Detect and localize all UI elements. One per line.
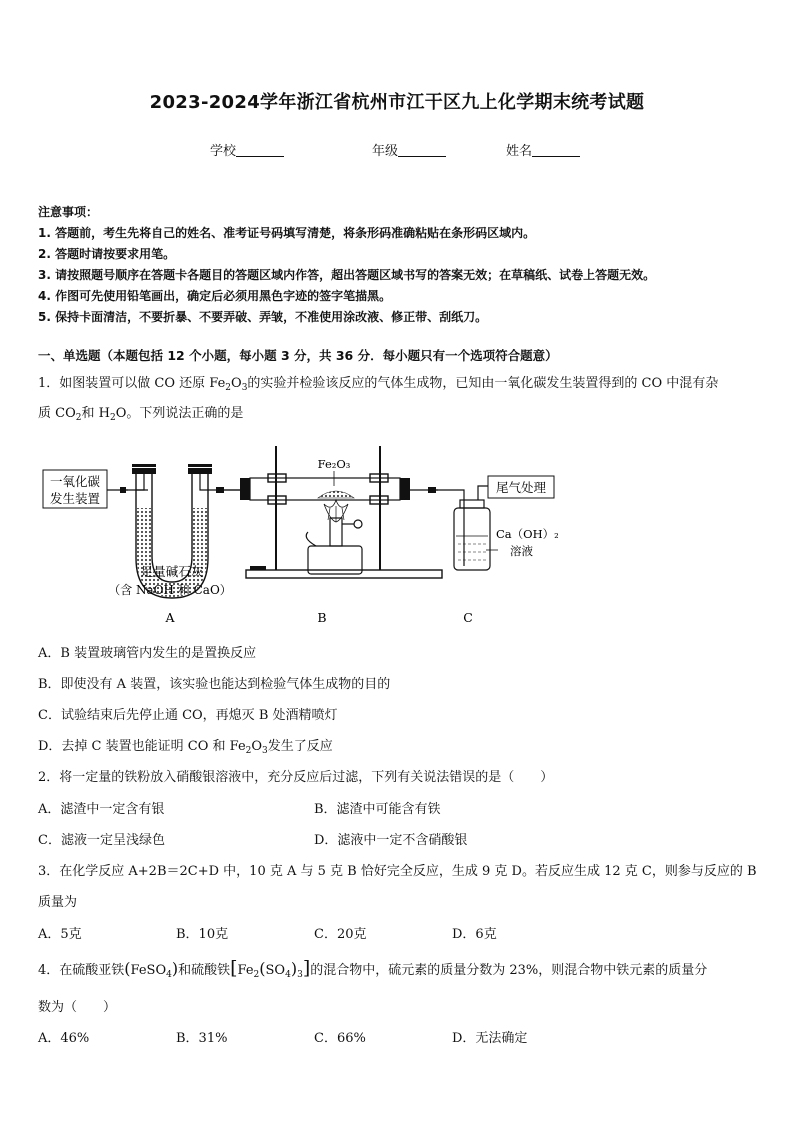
wash-bottle-c xyxy=(454,508,490,570)
q2-option-a: A．滤渣中一定含有银 xyxy=(38,802,165,817)
q4-line2: 数为（ ） xyxy=(38,1000,117,1015)
q1-line2: 质 $CO_2$和 $H_2O$。下列说法正确的是 xyxy=(38,406,244,423)
grade-label: 年级 xyxy=(372,144,399,159)
label-a: A xyxy=(165,610,175,625)
grade-field xyxy=(372,140,446,159)
q1-option-c: C．试验结束后先停止通 CO，再熄灭 B 处酒精喷灯 xyxy=(38,708,338,723)
co-generator-label: 发生装置 xyxy=(49,491,101,506)
notes-block xyxy=(38,202,768,328)
notes-item: 2. 答题时请按要求用笔。 xyxy=(38,247,176,261)
q1-option-b: B．即使没有 A 装置，该实验也能达到检验气体生成物的目的 xyxy=(38,677,391,692)
q3-line1: 3．在化学反应 A+2B＝2C+D 中，10 克 A 与 5 克 B 恰好完全反应，生成 9 克 D。若反应生成 12 克 C，则参与反应的 B xyxy=(38,864,757,879)
q4-option-a: A．46% xyxy=(38,1031,90,1046)
solution-label: 溶液 xyxy=(510,544,533,558)
grade-blank xyxy=(398,144,446,157)
notes-item: 3. 请按照题号顺序在答题卡各题目的答题区域内作答，超出答题区域书写的答案无效；在草稿纸、试卷上答题无效。 xyxy=(38,268,656,282)
notes-item: 5. 保持卡面清洁，不要折暴、不要弄破、弄皱，不准使用涂改液、修正带、刮纸刀。 xyxy=(38,310,488,324)
q3-option-b: B．10克 xyxy=(176,927,229,942)
q2-stem: 2．将一定量的铁粉放入硝酸银溶液中，充分反应后过滤，下列有关说法错误的是（ ） xyxy=(38,770,554,785)
name-field xyxy=(506,140,580,159)
label-c: C xyxy=(463,610,473,625)
name-blank xyxy=(532,144,580,157)
q1-option-a: A．B 装置玻璃管内发生的是置换反应 xyxy=(38,646,257,661)
notes-heading: 注意事项： xyxy=(38,205,99,219)
caoh2-label: Ca（OH）₂ xyxy=(496,527,559,541)
label-b: B xyxy=(317,610,327,625)
q2-option-c: C．滤液一定呈浅绿色 xyxy=(38,833,165,848)
q1-line1: 1．如图装置可以做 CO 还原 $Fe_2O_3$的实验并检验该反应的气体生成物，已知由一氧化碳发生装置得到的 CO 中混有杂 xyxy=(38,376,719,393)
q4-option-d: D．无法确定 xyxy=(452,1031,528,1046)
q1-option-d: D．去掉 C 装置也能证明 CO 和 $Fe_2O_3$发生了反应 xyxy=(38,739,333,756)
fe2o3-label: Fe₂O₃ xyxy=(317,457,351,471)
notes-item: 1. 答题前，考生先将自己的姓名、准考证号码填写清楚，将条形码准确粘贴在条形码区域内。 xyxy=(38,226,536,240)
soda-lime-label: 足量碱石灰 xyxy=(140,564,204,579)
fe2o3-powder xyxy=(318,491,354,498)
q3-option-c: C．20克 xyxy=(314,927,367,942)
school-blank xyxy=(236,144,284,157)
name-label: 姓名 xyxy=(506,144,533,159)
q4-line1: 4．在硫酸亚铁(FeSO$_4$)和硫酸铁$[Fe_2(SO_4)_3]$的混合物中，硫元素的质量分数为 23%，则混合物中铁元素的质量分 xyxy=(38,957,708,980)
q2-option-b: B．滤渣中可能含有铁 xyxy=(314,802,441,817)
q3-option-d: D．6克 xyxy=(452,927,497,942)
school-field xyxy=(210,140,284,159)
q2-option-d: D．滤液中一定不含硝酸银 xyxy=(314,833,468,848)
q3-line2: 质量为 xyxy=(38,895,78,910)
school-label: 学校 xyxy=(210,144,237,159)
q4-option-b: B．31% xyxy=(176,1031,228,1046)
q3-option-a: A．5克 xyxy=(38,927,82,942)
soda-lime-sub-label: （含 NaOH 和 CaO） xyxy=(108,583,232,597)
co-generator-label: 一氧化碳 xyxy=(49,474,101,489)
page-title: 2023-2024学年浙江省杭州市江干区九上化学期末统考试题 xyxy=(149,92,645,113)
notes-item: 4. 作图可先使用铅笔画出，确定后必须用黑色字迹的签字笔描黑。 xyxy=(38,289,392,303)
section-heading: 一、单选题（本题包括 12 个小题，每小题 3 分，共 36 分．每小题只有一个选项符合题意） xyxy=(38,348,558,363)
apparatus-diagram xyxy=(40,438,560,630)
q4-option-c: C．66% xyxy=(314,1031,366,1046)
tail-gas-label: 尾气处理 xyxy=(495,480,547,495)
